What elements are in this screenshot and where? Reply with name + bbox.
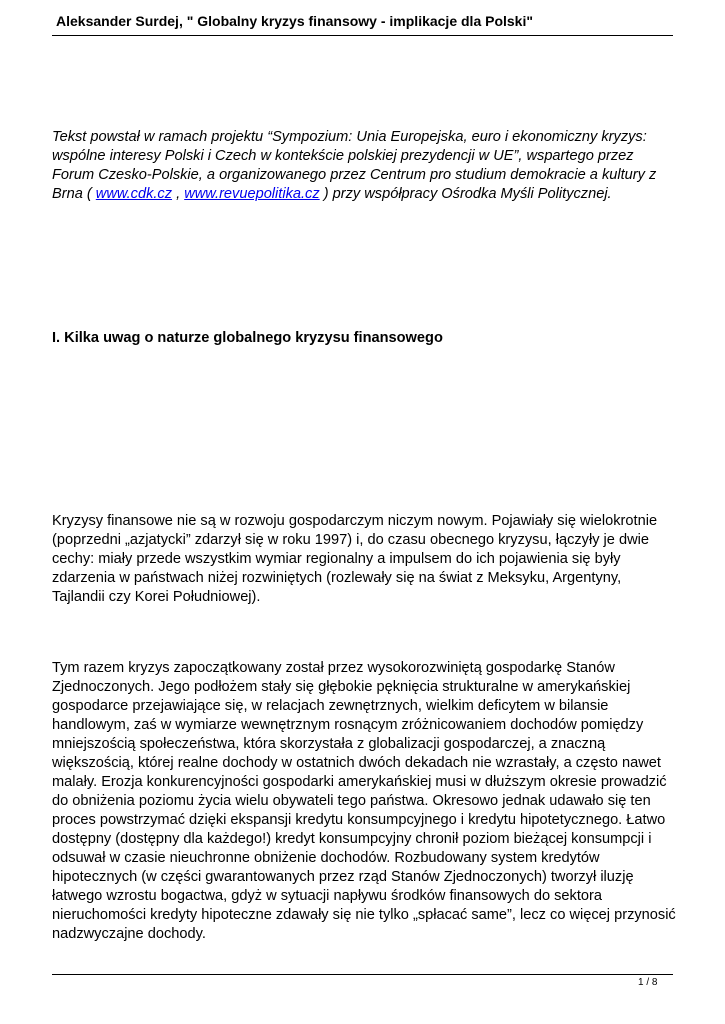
page-number: 1 / 8 (638, 977, 658, 988)
intro-text-before: Tekst powstał w ramach projektu “Sympozium: Unia Europejska, euro i ekonomiczny kryzys: wspólne interesy Polski i Czech w kontekście polskiej prezydencji w UE”, wspartego przez Forum Czesko-Polskie, a organizowanego przez Centrum pro studium demokracie a kultury z Brna ( (52, 129, 657, 202)
intro-paragraph (52, 128, 677, 204)
document-header-title: Aleksander Surdej, " Globalny kryzys finansowy - implikacje dla Polski" (56, 13, 533, 29)
intro-text-after: ) przy współpracy Ośrodka Myśli Politycznej. (319, 186, 612, 202)
intro-separator: , (172, 186, 185, 202)
link-cdk[interactable]: www.cdk.cz (95, 186, 173, 202)
footer-divider (52, 974, 673, 975)
link-revuepolitika[interactable]: www.revuepolitika.cz (184, 186, 320, 202)
header-divider (52, 35, 673, 36)
body-paragraph-1: Kryzysy finansowe nie są w rozwoju gospodarczym niczym nowym. Pojawiały się wielokrotnie (poprzedni „azjatycki” zdarzył się w roku 1997) i, do czasu obecnego kryzysu, łączyły je dwie cechy: miały przede wszystkim wymiar regionalny a impulsem do ich pojawienia się były zdarzenia w państwach niżej rozwiniętych (rozlewały się na świat z Meksyku, Argentyny, Tajlandii czy Korei Południowej). (52, 513, 658, 605)
body-paragraph-2: Tym razem kryzys zapoczątkowany został przez wysokorozwiniętą gospodarkę Stanów Zjednoczonych. Jego podłożem stały się głębokie pęknięcia strukturalne w amerykańskiej gospodarce przejawiające się, w relacjach zewnętrznych, wielkim deficytem w bilansie handlowym, zaś w wymiarze wewnętrznym rosnącym zróżnicowaniem dochodów pomiędzy mniejszością społeczeństwa, która skorzystała z globalizacji gospodarczej, a znaczną większością, której realne dochody w ostatnich dwóch dekadach nie wzrastały, a często nawet malały. Erozja konkurencyjności gospodarki amerykańskiej musi w dłuższym okresie prowadzić do obniżenia poziomu życia wielu obywateli tego państwa. Okresowo jednak udawało się ten proces powstrzymać dzięki ekspansji kredytu konsumpcyjnego i kredytu hipotetycznego. Łatwo dostępny (dostępny dla każdego!) kredyt konsumpcyjny chronił poziom bieżącej konsumpcji i odsuwał w czasie nieuchronne obniżenie dochodów. Rozbudowany system kredytów hipotecznych (w części gwarantowanych przez rząd Stanów Zjednoczonych) tworzył iluzję łatwego wzrostu bogactwa, gdyż w sytuacji napływu środków finansowych do sektora nieruchomości kredyty hipoteczne zdawały się nie tylko „spłacać same”, lecz co więcej przynosić nadzwyczajne dochody. (52, 660, 676, 942)
section-heading: I. Kilka uwag o naturze globalnego kryzysu finansowego (52, 330, 443, 346)
